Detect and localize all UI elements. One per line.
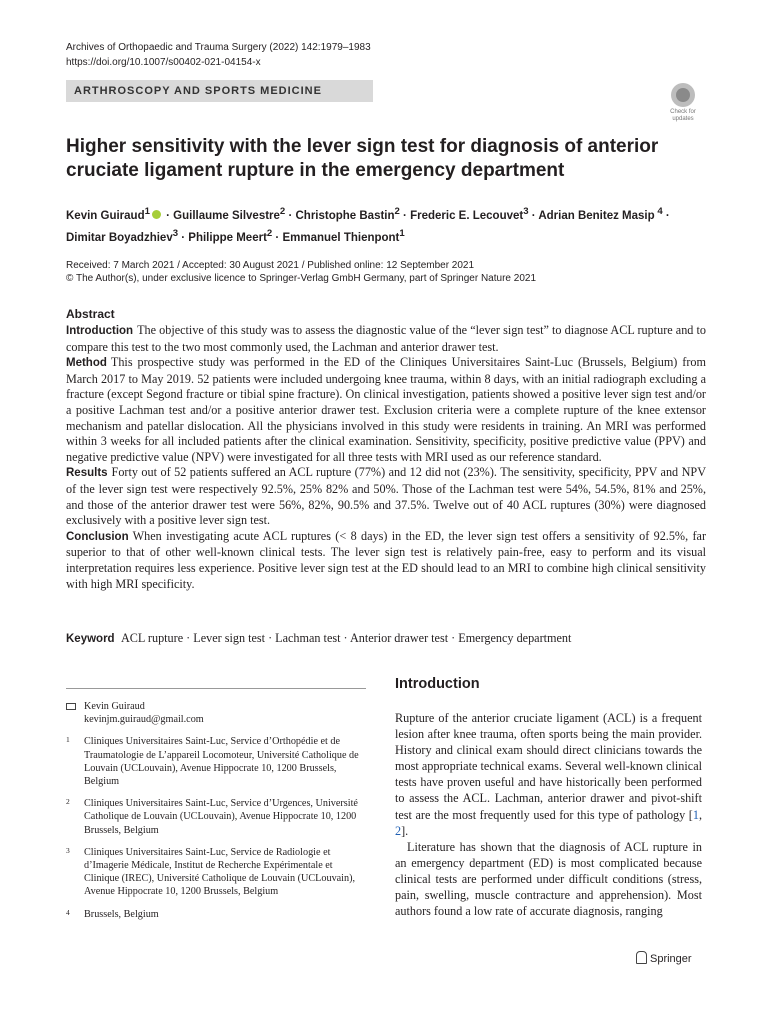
affiliation-number: 2 bbox=[66, 797, 70, 807]
intro-text: , bbox=[698, 807, 702, 822]
author-sep: · bbox=[285, 209, 296, 222]
abstract bbox=[66, 306, 706, 592]
author-affil: 1 bbox=[399, 227, 405, 239]
author-sep: · bbox=[178, 231, 189, 244]
affiliation-text: Cliniques Universitaires Saint-Luc, Service d’Urgences, Université Catholique de Louvain (UCLouvain), Avenue Hippocrate 10, 1200 Brussels, Belgium bbox=[84, 798, 358, 836]
check-for-updates-badge[interactable] bbox=[664, 83, 702, 125]
section-label: ARTHROSCOPY AND SPORTS MEDICINE bbox=[66, 80, 373, 102]
abstract-method bbox=[66, 355, 706, 465]
publisher-logo bbox=[636, 951, 692, 967]
author-sep: · bbox=[528, 209, 539, 222]
abstract-text: The objective of this study was to assess the diagnostic value of the “lever sign test” to diagnose ACL rupture and to compare this test to the two most commonly used, the Lachman and anterior drawer test. bbox=[66, 323, 706, 354]
author-sep: · bbox=[662, 209, 670, 222]
author-affil: 2 bbox=[266, 227, 273, 239]
check-label-2: updates bbox=[672, 116, 694, 122]
article-dates bbox=[66, 259, 536, 285]
article-title: Higher sensitivity with the lever sign test for diagnosis of anterior cruciate ligament rupture in the emergency department bbox=[66, 136, 659, 181]
springer-horse-icon bbox=[636, 951, 647, 964]
correspondence bbox=[66, 700, 366, 726]
author-name[interactable]: Christophe Bastin bbox=[295, 209, 395, 222]
author-name[interactable]: Philippe Meert bbox=[188, 231, 267, 244]
publication-history: Received: 7 March 2021 / Accepted: 30 August 2021 / Published online: 12 September 2021 bbox=[66, 260, 475, 271]
keyword-list: ACL rupture · Lever sign test · Lachman test · Anterior drawer test · Emergency department bbox=[120, 631, 572, 645]
abstract-label: Method bbox=[66, 357, 107, 370]
author-affil: 1 bbox=[144, 206, 150, 217]
correspondence-email[interactable]: kevinjm.guiraud@gmail.com bbox=[84, 714, 204, 726]
author-name[interactable]: Emmanuel Thienpont bbox=[282, 231, 400, 244]
affiliation bbox=[66, 846, 366, 899]
keywords bbox=[66, 630, 571, 647]
author-name[interactable]: Adrian Benitez Masip bbox=[538, 209, 655, 222]
affiliation bbox=[66, 908, 366, 921]
check-for-updates-icon bbox=[671, 83, 695, 107]
citation-link[interactable]: 2 bbox=[395, 823, 402, 838]
author-affil: 2 bbox=[394, 206, 400, 217]
abstract-label: Introduction bbox=[66, 325, 134, 337]
journal-citation bbox=[66, 40, 371, 70]
affiliation-text: Cliniques Universitaires Saint-Luc, Service d’Orthopédie et de Traumatologie de L’appareil Locomoteur, Université Catholique de Louvain (UCLouvain), Avenue Hippocrate 10, 1200 Brussels, Belgium bbox=[84, 736, 359, 788]
check-label-1: Check for bbox=[670, 109, 696, 115]
introduction-body bbox=[395, 710, 702, 919]
doi-link[interactable]: https://doi.org/10.1007/s00402-021-04154-x bbox=[66, 57, 261, 68]
affiliation-text: Brussels, Belgium bbox=[84, 908, 159, 920]
intro-text: ]. bbox=[401, 823, 409, 838]
intro-paragraph-2: Literature has shown that the diagnosis of ACL rupture in an emergency department (ED) is most complicated because clinical tests are performed under difficult conditions (stress, pain, swelling, muscle contracture and apprehension). Most authors found a low rate of accurate diagnosis, ranging bbox=[395, 839, 702, 919]
author-affil: 2 bbox=[279, 206, 286, 217]
keyword-label: Keyword bbox=[66, 633, 115, 645]
orcid-icon[interactable] bbox=[152, 210, 161, 219]
abstract-text: This prospective study was performed in the ED of the Cliniques Universitaires Saint-Luc (Brussels, Belgium) from March 2017 to May 2019. 52 patients were included undergoing knee trauma, within 8 days, with an initial radiograph excluding a fracture (except Segond fracture or tibial spine fracture). On clinical investigation, patients showed a positive lever sign test and/or a positive Lachman test and/or a positive anterior drawer test. Exclusion criteria were a complete rupture of the knee extensor mechanism and patellar dislocation. All the physicians involved in this study were residents in training. An MRI was performed within 3 weeks for all included patients after the clinical examination. Sensitivity, specificity, positive predictive value (PPV) and negative predictive value (NPV) were investigated for all three tests with MRI used as our reference standard. bbox=[66, 355, 706, 464]
author-affil: 3 bbox=[523, 206, 529, 217]
author-sep: · bbox=[162, 209, 174, 222]
affiliation-number: 3 bbox=[66, 845, 70, 855]
abstract-conclusion bbox=[66, 529, 706, 592]
publisher-name: Springer bbox=[650, 953, 692, 965]
affiliation-number: 1 bbox=[66, 735, 70, 745]
author-name[interactable]: Dimitar Boyadzhiev bbox=[66, 231, 173, 244]
affiliation-text: Cliniques Universitaires Saint-Luc, Service de Radiologie et d’Imagerie Médicale, Institut de Recherche Expérimentale et Clinique (IREC), Université Catholique de Louvain (UCLouvain), Avenue Hippocrate 10, 1200 Brussels, Belgium bbox=[84, 846, 356, 898]
abstract-label: Conclusion bbox=[66, 530, 129, 543]
footnote-divider bbox=[66, 688, 366, 689]
author-sep: · bbox=[399, 209, 411, 222]
author-affil: 3 bbox=[172, 227, 179, 239]
author-name[interactable]: Frederic E. Lecouvet bbox=[410, 209, 524, 222]
abstract-heading: Abstract bbox=[66, 307, 115, 321]
envelope-icon bbox=[66, 703, 76, 710]
author-affil: 4 bbox=[654, 206, 663, 217]
journal-name: Archives of Orthopaedic and Trauma Surgery (2022) 142:1979–1983 bbox=[66, 42, 371, 53]
abstract-label: Results bbox=[66, 467, 108, 480]
author-name[interactable]: Kevin Guiraud bbox=[66, 209, 145, 222]
abstract-results bbox=[66, 465, 706, 528]
affiliation-number: 4 bbox=[66, 907, 70, 917]
footnotes bbox=[66, 700, 366, 930]
intro-text: Rupture of the anterior cruciate ligament (ACL) is a frequent lesion after knee trauma, often sports being the main provider. History and clinical exam should direct clinicians towards the most appropriate technical exams. Several well-known clinical tests have proven useful and have historically been performed to assess the ACL. Lachman, anterior drawer and pivot-shift test are the most frequently used for this type of pathology [ bbox=[395, 711, 702, 822]
abstract-text: When investigating acute ACL ruptures (< 8 days) in the ED, the lever sign test offers a sensitivity of 92.5%, far superior to that of other well-known clinical tests. The lever sign test is relatively pain-free, easy to perform and its visual interpretation requires less experience. Positive lever sign test at the ED should lead to an MRI to combine high clinical sensitivity with high MRI specificity. bbox=[66, 528, 706, 591]
abstract-text: Forty out of 52 patients suffered an ACL rupture (77%) and 12 did not (23%). The sensitivity, specificity, PPV and NPV of the lever sign test were respectively 92.5%, 25% 82% and 50%. Those of the Lachman test were 54%, 54.5%, 81% and 25%, and those of the anterior drawer test were 56%, 82%, 90.5% and 37.5%. Twelve out of 40 ACL ruptures (30%) were diagnosed exclusively with a positive lever sign test. bbox=[66, 465, 706, 528]
citation-link[interactable]: 1 bbox=[692, 807, 699, 822]
introduction-heading: Introduction bbox=[395, 676, 480, 692]
affiliation bbox=[66, 797, 366, 837]
author-sep: · bbox=[272, 231, 283, 244]
copyright-notice: © The Author(s), under exclusive licence to Springer-Verlag GmbH Germany, part of Springer Nature 2021 bbox=[66, 273, 536, 284]
author-name[interactable]: Guillaume Silvestre bbox=[173, 209, 280, 222]
intro-paragraph-1 bbox=[395, 710, 702, 839]
abstract-introduction bbox=[66, 323, 706, 355]
author-list bbox=[66, 203, 706, 247]
affiliation bbox=[66, 735, 366, 788]
correspondence-name: Kevin Guiraud bbox=[84, 701, 145, 712]
